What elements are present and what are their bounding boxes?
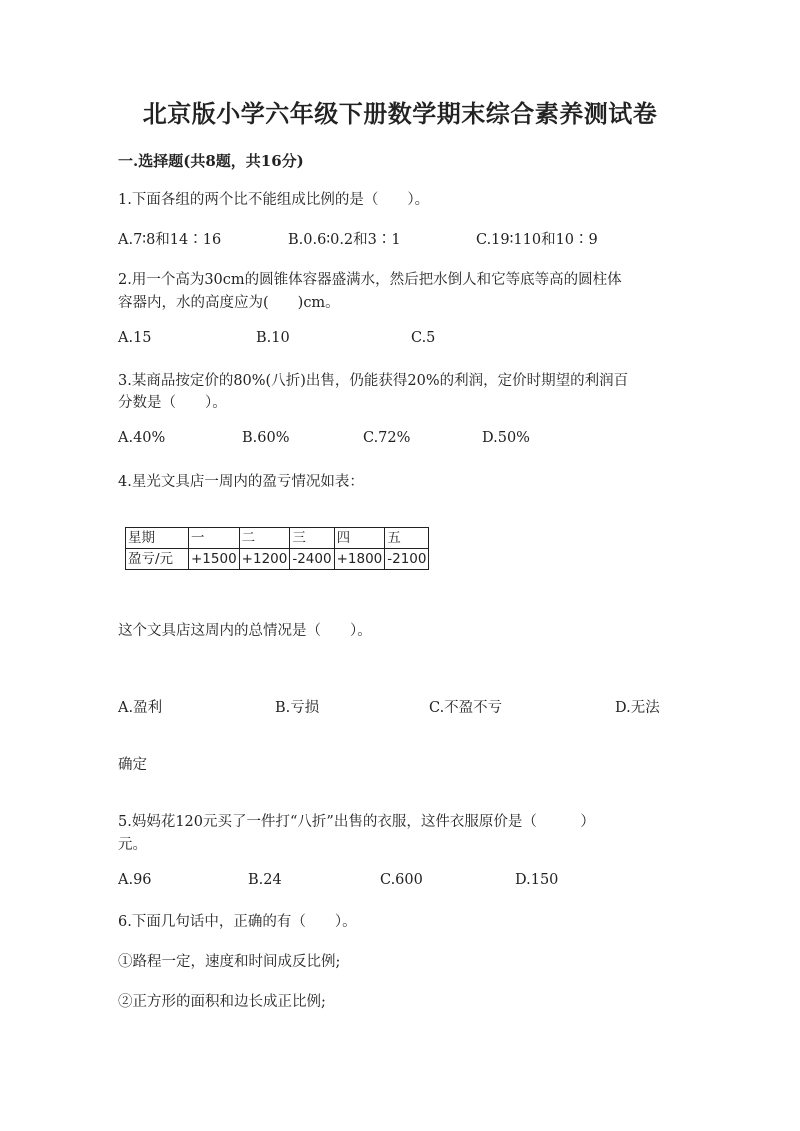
profit-loss-table: [125, 527, 429, 570]
question-4-option-b: B.亏损: [275, 700, 320, 716]
question-3-stem-line1: 3.某商品按定价的80%(八折)出售，仍能获得20%的利润，定价时期望的利润百: [118, 373, 629, 389]
question-1-option-c: C.19∶110和10∶9: [476, 232, 598, 248]
question-5-option-a: A.96: [118, 872, 152, 888]
table-cell: 五: [385, 528, 429, 549]
question-5-option-c: C.600: [380, 872, 423, 888]
question-2-option-a: A.15: [118, 330, 152, 346]
question-2-stem-line1: 2.用一个高为30cm的圆锥体容器盛满水，然后把水倒人和它等底等高的圆柱体: [118, 272, 622, 288]
question-6-statement-1: ①路程一定，速度和时间成反比例;: [118, 954, 341, 970]
question-4-option-d: D.无法: [615, 700, 660, 716]
question-4-option-a: A.盈利: [118, 700, 163, 716]
table-cell: 盈亏/元: [126, 549, 189, 570]
question-6-statement-2: ②正方形的面积和边长成正比例;: [118, 994, 326, 1010]
table-cell: 二: [239, 528, 290, 549]
question-5-option-b: B.24: [248, 872, 282, 888]
question-2-stem-line2: 容器内，水的高度应为( )cm。: [118, 295, 340, 311]
table-cell: -2400: [290, 549, 334, 570]
question-1-option-a: A.7∶8和14∶16: [118, 232, 222, 248]
page-title: 北京版小学六年级下册数学期末综合素养测试卷: [142, 99, 658, 128]
question-4-option-c: C.不盈不亏: [429, 700, 503, 716]
table-cell: +1200: [239, 549, 290, 570]
table-row: [126, 549, 429, 570]
question-2-option-b: B.10: [256, 330, 290, 346]
table-cell: -2100: [385, 549, 429, 570]
table-cell: +1800: [334, 549, 385, 570]
question-3-option-a: A.40%: [118, 430, 166, 446]
question-3-option-c: C.72%: [363, 430, 411, 446]
question-5-stem-line2: 元。: [118, 837, 147, 853]
question-4-option-d-continued: 确定: [118, 757, 147, 773]
question-3-option-b: B.60%: [242, 430, 290, 446]
question-3-option-d: D.50%: [482, 430, 530, 446]
table-cell: +1500: [189, 549, 240, 570]
question-1-option-b: B.0.6∶0.2和3∶1: [288, 232, 401, 248]
question-5-option-d: D.150: [515, 872, 559, 888]
table-cell: 一: [189, 528, 240, 549]
question-4-question: 这个文具店这周内的总情况是（ ）。: [118, 623, 372, 639]
question-5-stem-line1: 5.妈妈花120元买了一件打“八折”出售的衣服，这件衣服原价是（ ）: [118, 814, 595, 830]
section-heading: 一.选择题(共8题，共16分): [118, 152, 304, 170]
table-cell: 四: [334, 528, 385, 549]
table-header-row: [126, 528, 429, 549]
question-3-stem-line2: 分数是（ ）。: [118, 395, 227, 411]
question-1-stem: 1.下面各组的两个比不能组成比例的是（ ）。: [118, 192, 430, 208]
question-6-stem: 6.下面几句话中，正确的有（ ）。: [118, 914, 357, 930]
question-2-option-c: C.5: [411, 330, 436, 346]
table-cell: 三: [290, 528, 334, 549]
question-4-stem: 4.星光文具店一周内的盈亏情况如表：: [118, 474, 364, 490]
table-cell: 星期: [126, 528, 189, 549]
